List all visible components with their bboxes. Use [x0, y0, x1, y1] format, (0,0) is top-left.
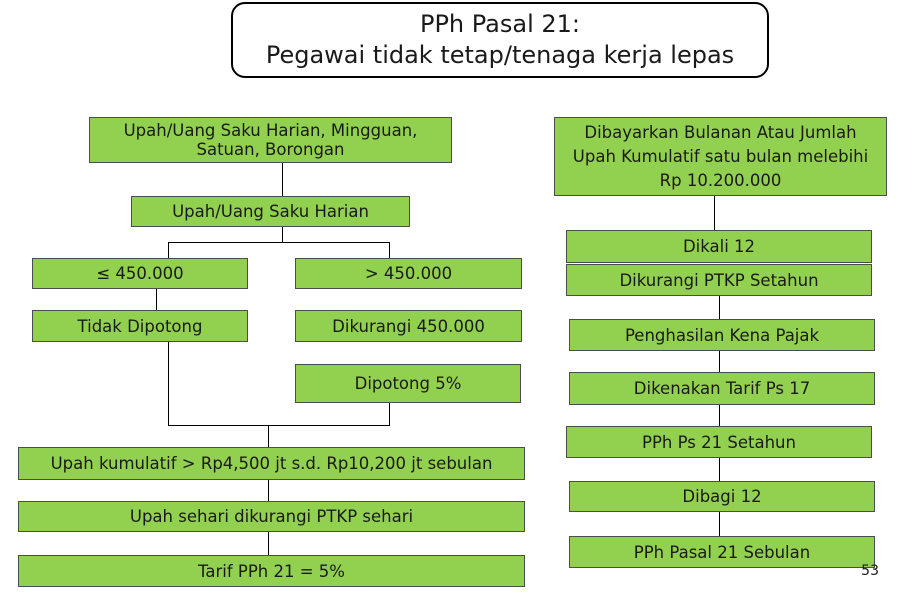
dibayarkan-line-2: Upah Kumulatif satu bulan melebihi	[572, 146, 869, 166]
connector	[389, 242, 390, 258]
connector	[389, 403, 390, 425]
connector	[268, 532, 269, 555]
connector	[719, 512, 720, 536]
tidak-dipotong-box: Tidak Dipotong	[32, 310, 248, 342]
connector	[268, 425, 269, 447]
connector	[719, 405, 720, 426]
upah-kumulatif-box: Upah kumulatif > Rp4,500 jt s.d. Rp10,200 jt sebulan	[18, 447, 525, 480]
upah-types-box	[89, 117, 452, 163]
connector	[719, 351, 720, 372]
connector	[282, 163, 283, 196]
page-number: 53	[861, 563, 879, 579]
pph-setahun-box: PPh Ps 21 Setahun	[566, 426, 872, 458]
dikenakan-tarif-box: Dikenakan Tarif Ps 17	[569, 372, 875, 405]
connector	[714, 196, 715, 230]
penghasilan-kena-pajak-box: Penghasilan Kena Pajak	[569, 319, 875, 351]
dibayarkan-line-1: Dibayarkan Bulanan Atau Jumlah	[584, 122, 857, 142]
upah-types-line-2: Satuan, Borongan	[196, 140, 345, 159]
connector	[168, 242, 389, 243]
upah-harian-box: Upah/Uang Saku Harian	[131, 196, 410, 227]
upah-types-line-1: Upah/Uang Saku Harian, Mingguan,	[123, 121, 418, 140]
connector	[156, 289, 157, 310]
connector	[168, 242, 169, 258]
dibagi-12-box: Dibagi 12	[569, 481, 875, 512]
dipotong-5-box: Dipotong 5%	[295, 364, 521, 403]
le-450-box: ≤ 450.000	[32, 258, 248, 289]
pph-sebulan-box: PPh Pasal 21 Sebulan	[569, 536, 875, 568]
upah-sehari-box: Upah sehari dikurangi PTKP sehari	[18, 501, 525, 532]
title-line-2: Pegawai tidak tetap/tenaga kerja lepas	[265, 41, 735, 69]
dikali-12-box: Dikali 12	[566, 230, 872, 263]
title-line-1: PPh Pasal 21:	[419, 10, 581, 38]
tarif-box: Tarif PPh 21 = 5%	[18, 555, 525, 587]
dikurangi-450-box: Dikurangi 450.000	[295, 310, 522, 342]
connector	[719, 458, 720, 481]
gt-450-box: > 450.000	[295, 258, 522, 289]
connector	[268, 480, 269, 501]
title-box	[231, 2, 769, 78]
dibayarkan-box	[554, 117, 887, 196]
connector	[168, 342, 169, 425]
connector	[719, 296, 720, 319]
connector	[282, 227, 283, 243]
dikurangi-ptkp-box: Dikurangi PTKP Setahun	[566, 264, 872, 296]
dibayarkan-line-3: Rp 10.200.000	[659, 170, 782, 190]
connector	[168, 425, 390, 426]
